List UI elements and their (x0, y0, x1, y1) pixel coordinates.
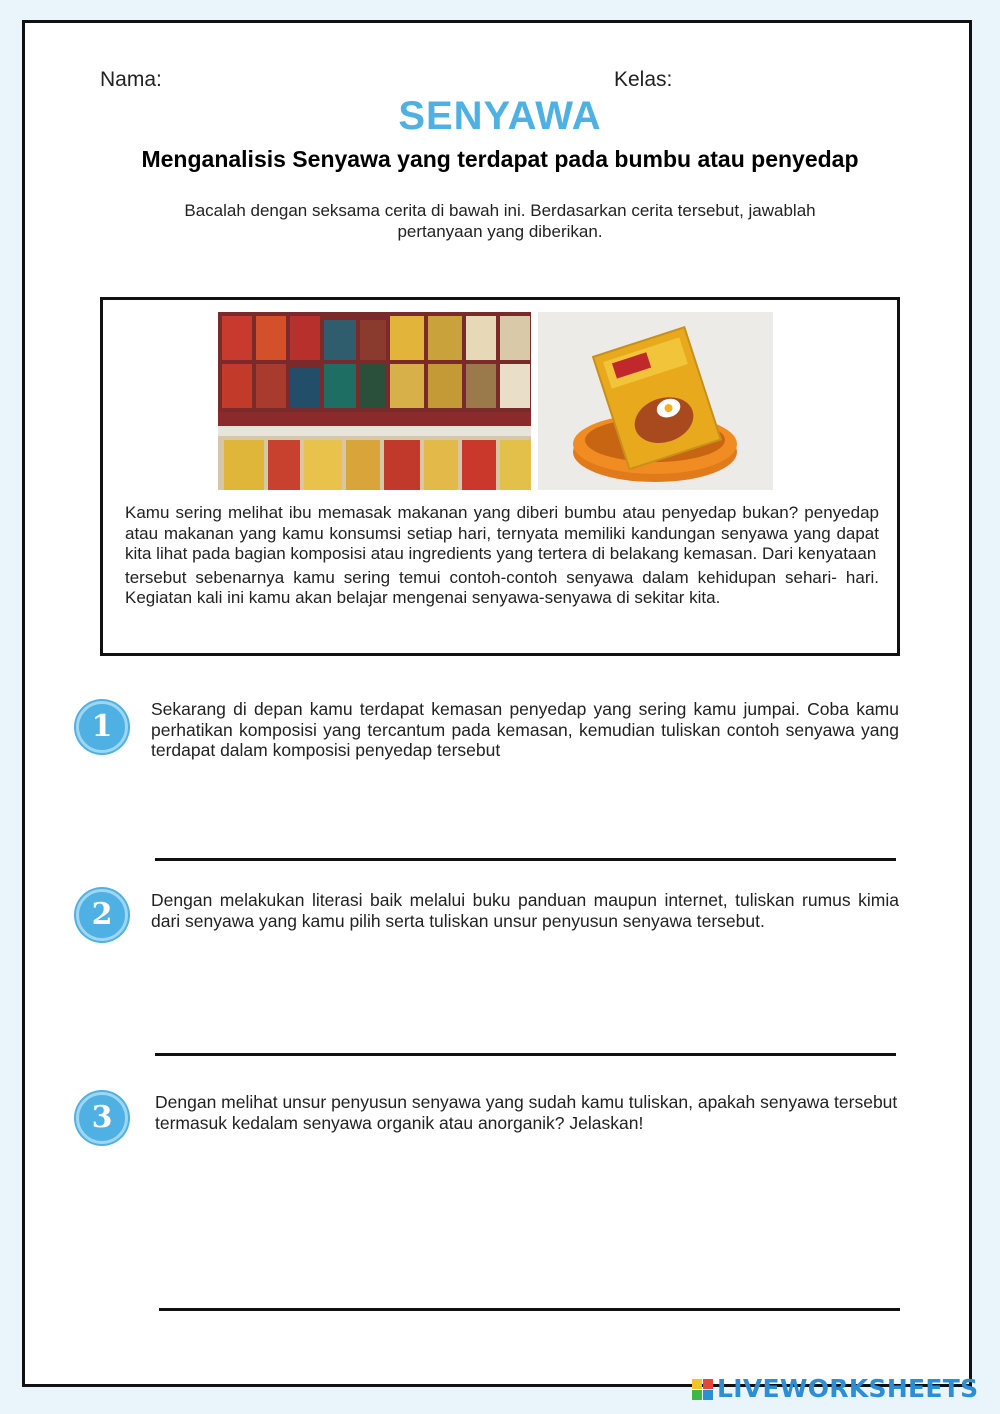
liveworksheets-brand (692, 1374, 978, 1404)
question-number-badge: 3 (76, 1092, 128, 1144)
story-paragraph: Kamu sering melihat ibu memasak makanan yang diberi bumbu atau penyedap bukan? penyedap atau makanan yang kamu konsumsi setiap hari, ternyata memiliki kandungan senyawa yang dapat kita lihat pada bagian komposisi atau ingredients yang tertera di belakang kemasan. Dari kenyataan (125, 503, 879, 563)
story-paragraph: tersebut sebenarnya kamu sering temui contoh-contoh senyawa dalam kehidupan sehari- hari. Kegiatan kali ini kamu akan belajar mengenai senyawa-senyawa di sekitar kita. (125, 567, 879, 607)
question-number-badge: 1 (76, 701, 128, 753)
seasoning-shelf-photo (218, 312, 531, 490)
seasoning-packet-photo (538, 312, 773, 490)
question-text: Dengan melakukan literasi baik melalui buku panduan maupun internet, tuliskan rumus kimia dari senyawa yang kamu pilih serta tuliskan unsur penyusun senyawa tersebut. (151, 890, 899, 931)
question-number-badge: 2 (76, 889, 128, 941)
story-box (100, 297, 900, 656)
answer-line[interactable] (159, 1308, 900, 1311)
story-text (125, 503, 879, 609)
brand-name: LIVEWORKSHEETS (717, 1374, 979, 1403)
page-subtitle: Menganalisis Senyawa yang terdapat pada bumbu atau penyedap (141, 146, 859, 172)
instruction-text: Bacalah dengan seksama cerita di bawah ini. Berdasarkan cerita tersebut, jawablah pertanyaan yang diberikan. (184, 201, 816, 241)
page-title: SENYAWA (398, 94, 602, 138)
name-label: Nama: (100, 68, 162, 91)
class-label: Kelas: (614, 68, 673, 91)
question-text: Sekarang di depan kamu terdapat kemasan penyedap yang sering kamu jumpai. Coba kamu perhatikan komposisi yang tercantum pada kemasan, kemudian tuliskan contoh senyawa yang terdapat dalam komposisi penyedap tersebut (151, 699, 899, 760)
answer-line[interactable] (155, 858, 896, 861)
liveworksheets-logo-icon (692, 1379, 713, 1400)
answer-line[interactable] (155, 1053, 896, 1056)
question-text: Dengan melihat unsur penyusun senyawa yang sudah kamu tuliskan, apakah senyawa tersebut termasuk kedalam senyawa organik atau anorganik? Jelaskan! (155, 1092, 898, 1133)
